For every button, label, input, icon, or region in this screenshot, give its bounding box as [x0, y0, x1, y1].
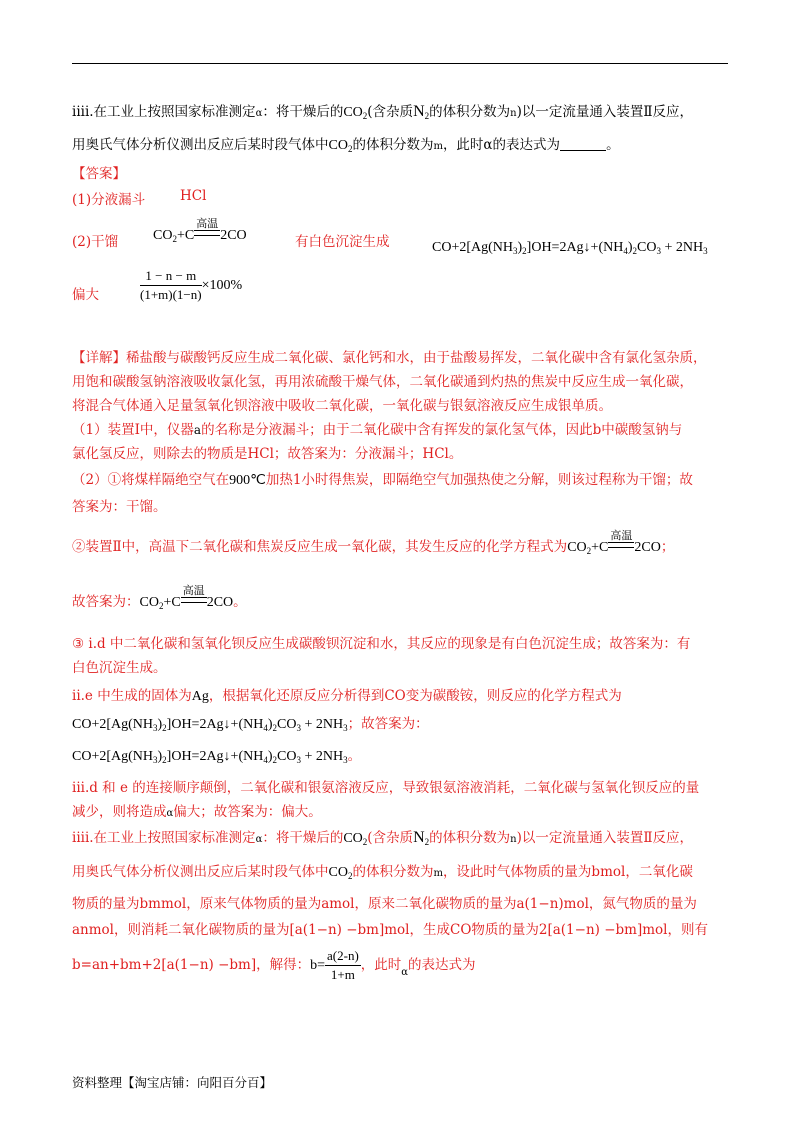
answer-2: (2)干馏 [72, 234, 119, 250]
detail-line-16: 减少，则将造成α偏大；故答案为：偏大。 [72, 804, 322, 820]
answer-blank [560, 150, 606, 151]
detail-line-10: ③ i.d 中二氧化碳和氢氧化钡反应生成碳酸钡沉淀和水，其反应的现象是有白色沉淀生成；故答案为：有 [72, 636, 691, 652]
detail-line-21: b=an+bm+2[a(1−n) −bm]，解得：b= $\frac{a(2-n)}{1+m}$ ，此时$_\alpha$的表达式为 [72, 948, 476, 982]
detail-line-7: 答案为：干馏。 [72, 499, 167, 515]
detail-line-14: $CO+2[Ag(NH_3)_2]OH=2Ag↓+(NH_4)_2CO_3 + 2NH_3$。 [72, 748, 362, 765]
detail-line-9: 故答案为：$CO_2+C$ 高温 2CO。 [72, 584, 247, 611]
detail-line-11: 白色沉淀生成。 [72, 660, 167, 676]
question-line-1: iiii.在工业上按照国家标准测定α：将干燥后的$CO_2$(含杂质$N_2$的体积分数为n)以一定流量通入装置Ⅱ反应， [72, 103, 694, 121]
header-rule [72, 63, 728, 64]
answer-2-equation: $CO_2+C$ 高温 2CO [153, 217, 247, 244]
detail-line-13: $CO+2[Ag(NH_3)_2]OH=2Ag↓+(NH_4)_2CO_3 + 2NH_3$；故答案为： [72, 716, 429, 733]
answer-1-hcl: HCl [180, 188, 207, 204]
answer-tag: 【答案】 [72, 166, 126, 182]
detail-line-3: 将混合气体通入足量氢氧化钡溶液中吸收二氧化碳，一氧化碳与银氨溶液反应生成银单质。 [72, 398, 612, 414]
detail-line-17: iiii.在工业上按照国家标准测定α：将干燥后的$CO_2$(含杂质$N_2$的体积分数为n)以一定流量通入装置Ⅱ反应， [72, 829, 694, 847]
detail-line-1: 【详解】稀盐酸与碳酸钙反应生成二氧化碳、氯化钙和水，由于盐酸易挥发，二氧化碳中含有氯化氢杂质， [72, 350, 707, 366]
detail-line-5: 氯化氢反应，则除去的物质是HCl；故答案为：分液漏斗；HCl。 [72, 446, 463, 462]
detail-line-6: （2）①将煤样隔绝空气在900℃加热1小时得焦炭，即隔绝空气加强热使之分解，则该过程称为干馏；故 [72, 472, 693, 488]
detail-line-19: 物质的量为bmmol，原来气体物质的量为amol，原来二氧化碳物质的量为a(1−n)mol，氮气物质的量为 [72, 896, 697, 912]
detail-line-18: 用奥氏气体分析仪测出反应后某时段气体中$CO_2$的体积分数为m，设此时气体物质的量为bmol，二氧化碳 [72, 864, 693, 881]
detail-line-12: ii.e 中生成的固体为Ag，根据氧化还原反应分析得到CO变为碳酸铵，则反应的化学方程式为 [72, 688, 622, 704]
answer-3: 偏大 [72, 287, 99, 303]
answer-2-phenomenon: 有白色沉淀生成 [295, 234, 390, 250]
detail-line-20: anmol，则消耗二氧化碳物质的量为[a(1−n) −bm]mol，生成CO物质的量为2[a(1−n) −bm]mol，则有 [72, 922, 708, 938]
detail-line-2: 用饱和碳酸氢钠溶液吸收氯化氢，再用浓硫酸干燥气体，二氧化碳通到灼热的焦炭中反应生成一氧化碳， [72, 374, 693, 390]
answer-1: (1)分液漏斗 [72, 192, 146, 208]
detail-line-4: （1）装置Ⅰ中，仪器a的名称是分液漏斗；由于二氧化碳中含有挥发的氯化氢气体，因此b中碳酸氢钠与 [72, 422, 683, 438]
detail-line-8: ②装置Ⅱ中，高温下二氧化碳和焦炭反应生成一氧化碳，其发生反应的化学方程式为$CO_2+C$ 高温 2CO； [72, 529, 675, 556]
answer-3-fraction: $\frac{1 - n - m}{(1+m)(1-n)}$ ×100% [140, 268, 243, 302]
footer-credit: 资料整理【淘宝店铺：向阳百分百】 [72, 1075, 273, 1090]
question-line-2: 用奥氏气体分析仪测出反应后某时段气体中$CO_2$的体积分数为m，此时α的表达式为 。 [72, 137, 620, 154]
answer-2-silver-equation: $CO+2[Ag(NH_3)_2]OH=2Ag↓+(NH_4)_2CO_3 + 2NH_3$ [432, 240, 708, 256]
detail-line-15: iii.d 和 e 的连接顺序颠倒，二氧化碳和银氨溶液反应，导致银氨溶液消耗，二氧化碳与氢氧化钡反应的量 [72, 780, 700, 796]
